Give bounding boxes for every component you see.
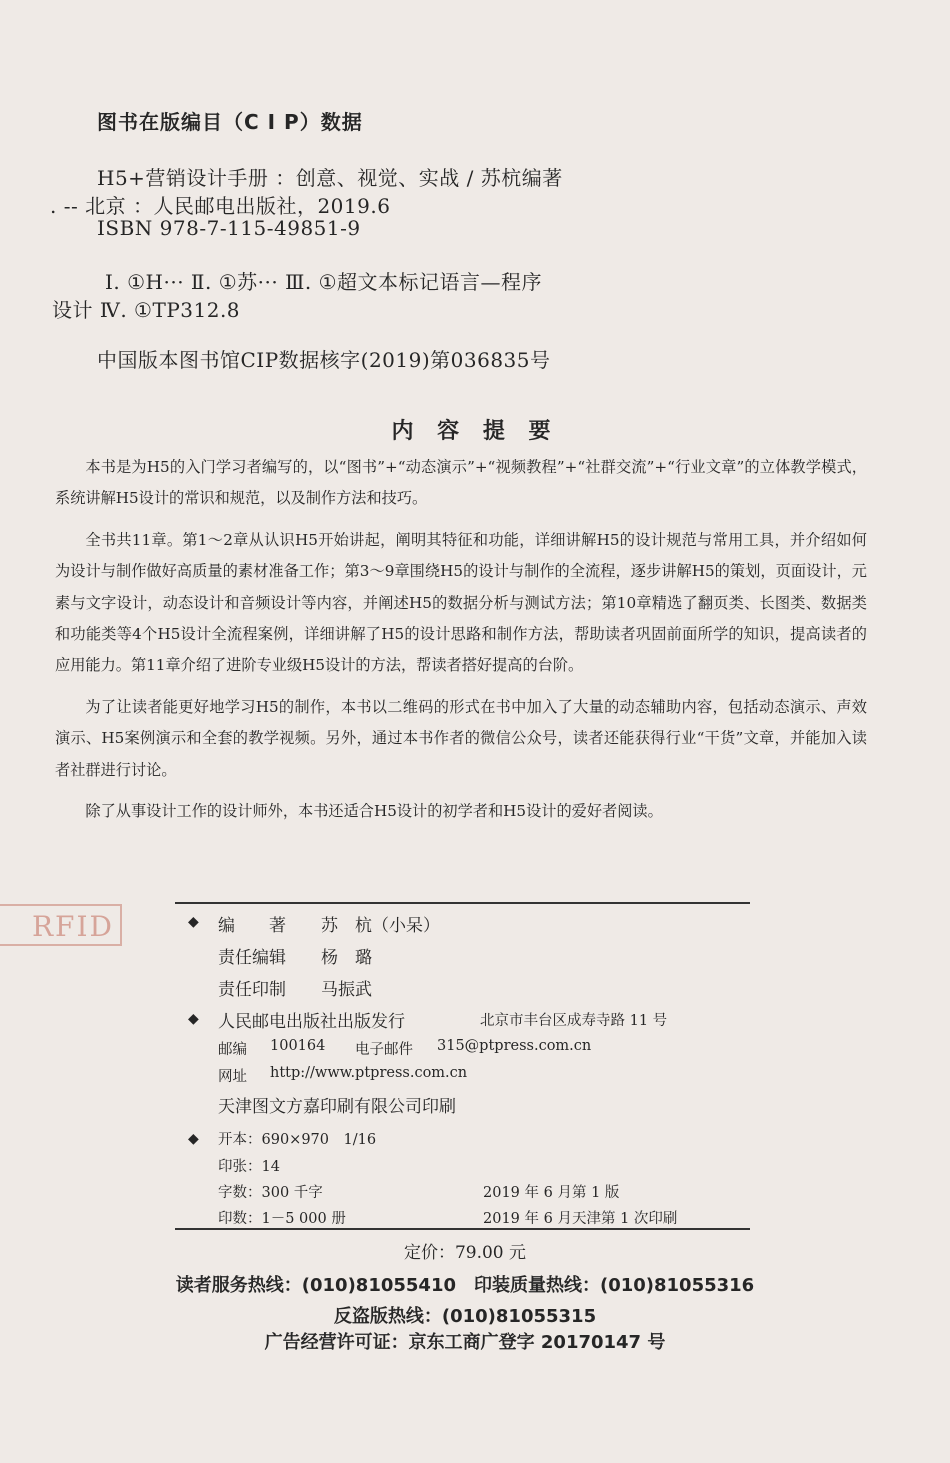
cip-title: 图书在版编目（C I P）数据 (97, 110, 363, 134)
book-words: 字数：300 千字 (218, 1185, 323, 1201)
author-value: 苏 杭（小呆） (321, 916, 440, 936)
postcode-value: 100164 (270, 1038, 326, 1054)
summary-paragraph: 除了从事设计工作的设计师外，本书还适合H5设计的初学者和H5设计的爱好者阅读。 (85, 802, 663, 821)
diamond-icon: ◆ (188, 1011, 199, 1027)
publisher-address: 北京市丰台区成寿寺路 11 号 (480, 1013, 668, 1029)
antipiracy-hotline: 反盗版热线：(010)81055315 (333, 1306, 597, 1327)
book-sheets: 印张：14 (218, 1159, 280, 1175)
cip-line-2: . -- 北京 ：人民邮电出版社，2019.6 (50, 194, 391, 218)
author-label: 编 著 (218, 916, 286, 936)
website-value: http://www.ptpress.com.cn (270, 1065, 468, 1081)
publisher-name: 人民邮电出版社出版发行 (218, 1012, 405, 1032)
editor-value: 杨 璐 (321, 948, 372, 968)
editor-label: 责任编辑 (218, 948, 286, 968)
credits-bottom-rule (175, 1228, 750, 1230)
email-value: 315@ptpress.com.cn (437, 1038, 592, 1054)
book-price: 定价：79.00 元 (403, 1243, 527, 1263)
website-label: 网址 (218, 1069, 247, 1085)
book-printing: 2019 年 6 月天津第 1 次印刷 (483, 1211, 678, 1227)
summary-body (55, 452, 867, 827)
book-format: 开本：690×970 1/16 (218, 1132, 377, 1148)
cip-line-4: Ⅰ. ①H··· Ⅱ. ①苏··· Ⅲ. ①超文本标记语言—程序 (105, 270, 543, 294)
cip-line-5: 设计 Ⅳ. ①TP312.8 (52, 298, 241, 322)
ad-license: 广告经营许可证：京东工商广登字 20170147 号 (264, 1332, 666, 1353)
email-label: 电子邮件 (355, 1042, 413, 1058)
summary-paragraph: 本书是为H5的入门学习者编写的，以“图书”+“动态演示”+“视频教程”+“社群交流”+“行业文章”的立体教学模式，系统讲解H5设计的常识和规范，以及制作方法和技巧。 (55, 458, 867, 508)
book-copies: 印数：1－5 000 册 (218, 1211, 346, 1227)
printer-label: 责任印制 (218, 980, 286, 1000)
postcode-label: 邮编 (218, 1042, 247, 1058)
service-hotlines: 读者服务热线：(010)81055410 印装质量热线：(010)81055316 (175, 1275, 755, 1296)
cip-line-1: H5+营销设计手册 ：创意、视觉、实战 / 苏杭编著 (97, 166, 563, 190)
diamond-icon: ◆ (188, 1131, 199, 1147)
summary-paragraph: 全书共11章。第1～2章从认识H5开始讲起，阐明其特征和功能，详细讲解H5的设计规范与常用工具，并介绍如何为设计与制作做好高质量的素材准备工作；第3～9章围绕H5的设计与制作的全流程，逐步讲解H5的策划，页面设计，元素与文字设计，动态设计和音频设计等内容，并阐述H5的数据分析与测试方法；第10章精选了翻页类、长图类、数据类和功能类等4个H5设计全流程案例，详细讲解了H5的设计思路和制作方法，帮助读者巩固前面所学的知识，提高读者的应用能力。第11章介绍了进阶专业级H5设计的方法，帮读者搭好提高的台阶。 (55, 530, 867, 675)
book-edition: 2019 年 6 月第 1 版 (483, 1185, 620, 1201)
print-company: 天津图文方嘉印刷有限公司印刷 (218, 1097, 456, 1117)
rfid-stamp: RFID (0, 904, 122, 946)
printer-value: 马振武 (321, 980, 372, 1000)
cip-verify-number: 中国版本图书馆CIP数据核字(2019)第036835号 (97, 348, 551, 372)
summary-paragraph: 为了让读者能更好地学习H5的制作，本书以二维码的形式在书中加入了大量的动态辅助内容，包括动态演示、声效演示、H5案例演示和全套的教学视频。另外，通过本书作者的微信公众号，读者还能获得行业“干货”文章，并能加入读者社群进行讨论。 (55, 697, 867, 779)
diamond-icon: ◆ (188, 914, 199, 930)
summary-title: 内 容 提 要 (391, 419, 559, 444)
credits-top-rule (175, 902, 750, 904)
cip-line-3: ISBN 978-7-115-49851-9 (97, 216, 361, 240)
